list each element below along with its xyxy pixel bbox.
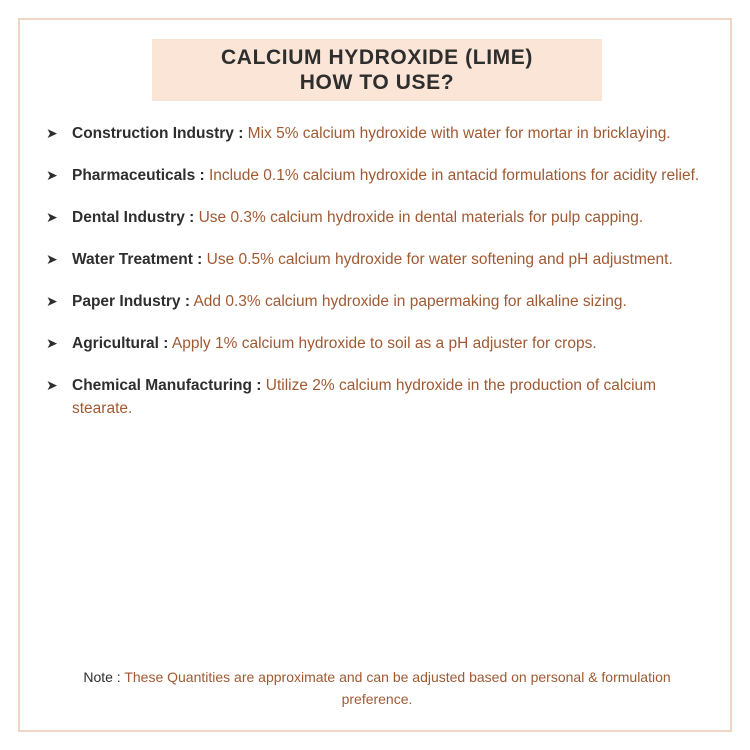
list-item-description: Apply 1% calcium hydroxide to soil as a pH adjuster for crops. xyxy=(171,335,597,352)
list-item-body xyxy=(72,206,714,229)
list-item xyxy=(42,332,714,355)
list-item-label: Construction Industry : xyxy=(72,125,244,142)
list-item-label: Paper Industry : xyxy=(72,293,190,310)
note-label: Note : xyxy=(83,669,121,685)
list-item xyxy=(42,164,714,187)
title-banner xyxy=(152,39,602,101)
list-item-body xyxy=(72,122,714,145)
list-item-description: Use 0.3% calcium hydroxide in dental materials for pulp capping. xyxy=(198,209,644,226)
info-card xyxy=(18,18,732,732)
arrow-bullet-icon: ➤ xyxy=(46,335,58,351)
footer-note xyxy=(80,666,674,710)
list-item-label: Water Treatment : xyxy=(72,251,203,268)
list-item xyxy=(42,122,714,145)
page-title xyxy=(221,45,533,95)
usage-list xyxy=(42,122,714,439)
list-item-body xyxy=(72,164,714,187)
arrow-bullet-icon: ➤ xyxy=(46,293,58,309)
list-item xyxy=(42,290,714,313)
list-item-body xyxy=(72,332,714,355)
list-item-label: Agricultural : xyxy=(72,335,169,352)
arrow-bullet-icon: ➤ xyxy=(46,167,58,183)
list-item xyxy=(42,248,714,271)
arrow-bullet-icon: ➤ xyxy=(46,377,58,393)
arrow-bullet-icon: ➤ xyxy=(46,209,58,225)
list-item-label: Dental Industry : xyxy=(72,209,195,226)
list-item-label: Chemical Manufacturing : xyxy=(72,377,262,394)
note-text: These Quantities are approximate and can be adjusted based on personal & formulation preference. xyxy=(124,669,671,707)
list-item-label: Pharmaceuticals : xyxy=(72,167,205,184)
list-item-description: Include 0.1% calcium hydroxide in antacid formulations for acidity relief. xyxy=(209,167,700,184)
list-item-body xyxy=(72,248,714,271)
list-item-body xyxy=(72,374,714,420)
list-item-description: Utilize 2% calcium hydroxide in the production of calcium stearate. xyxy=(72,377,657,417)
list-item xyxy=(42,206,714,229)
title-line-2: HOW TO USE? xyxy=(299,71,455,94)
list-item-body xyxy=(72,290,714,313)
arrow-bullet-icon: ➤ xyxy=(46,125,58,141)
arrow-bullet-icon: ➤ xyxy=(46,251,58,267)
list-item-description: Mix 5% calcium hydroxide with water for mortar in bricklaying. xyxy=(247,125,671,142)
list-item-description: Use 0.5% calcium hydroxide for water softening and pH adjustment. xyxy=(206,251,673,268)
title-line-1: CALCIUM HYDROXIDE (LIME) xyxy=(221,46,533,69)
list-item xyxy=(42,374,714,420)
list-item-description: Add 0.3% calcium hydroxide in papermaking for alkaline sizing. xyxy=(193,293,627,310)
